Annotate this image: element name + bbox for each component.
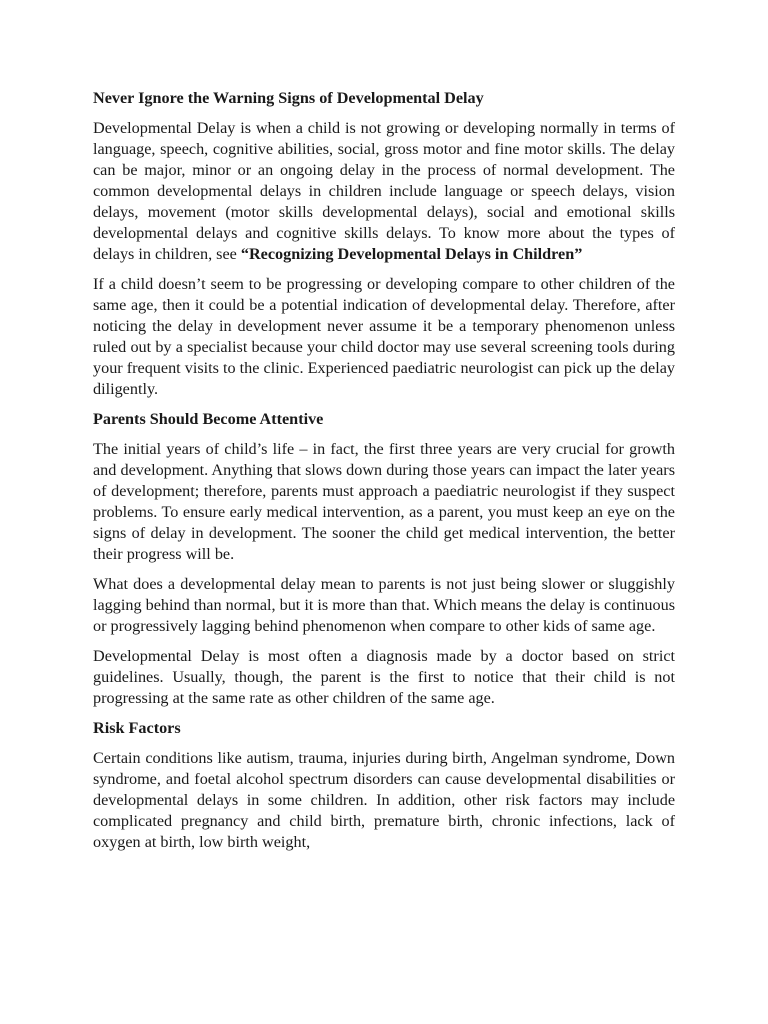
document-page bbox=[93, 88, 675, 862]
intro-paragraph bbox=[93, 118, 675, 265]
diagnosis-paragraph: Developmental Delay is most often a diagnosis made by a doctor based on strict guidelines. Usually, though, the parent is the first to notice that their child is not progressing at the same rate as other children of the same age. bbox=[93, 647, 675, 707]
parents-heading: Parents Should Become Attentive bbox=[93, 410, 324, 428]
progress-paragraph: If a child doesn’t seem to be progressing or developing compare to other children of the same age, then it could be a potential indication of developmental delay. Therefore, after noticing the delay in development never assume it be a temporary phenomenon unless ruled out by a specialist because your child doctor may use several screening tools during your frequent visits to the clinic. Experienced paediatric neurologist can pick up the delay diligently. bbox=[93, 275, 675, 398]
document-title: Never Ignore the Warning Signs of Developmental Delay bbox=[93, 89, 484, 107]
delay-meaning-paragraph: What does a developmental delay mean to parents is not just being slower or sluggishly lagging behind than normal, but it is more than that. Which means the delay is continuous or progressively lagging behind phenomenon when compare to other kids of same age. bbox=[93, 575, 675, 635]
risk-factors-heading: Risk Factors bbox=[93, 719, 181, 737]
risk-factors-paragraph: Certain conditions like autism, trauma, injuries during birth, Angelman syndrome, Down syndrome, and foetal alcohol spectrum disorders can cause developmental disabilities or developmental delays in some children. In addition, other risk factors may include complicated pregnancy and child birth, premature birth, chronic infections, lack of oxygen at birth, low birth weight, bbox=[93, 749, 675, 851]
initial-years-paragraph: The initial years of child’s life – in fact, the first three years are very crucial for growth and development. Anything that slows down during those years can impact the later years of development; therefore, parents must approach a paediatric neurologist if they suspect problems. To ensure early medical intervention, as a parent, you must keep an eye on the signs of delay in development. The sooner the child get medical intervention, the better their progress will be. bbox=[93, 440, 675, 563]
intro-text: Developmental Delay is when a child is not growing or developing normally in terms of language, speech, cognitive abilities, social, gross motor and fine motor skills. The delay can be major, minor or an ongoing delay in the process of normal development. The common developmental delays in children include language or speech delays, vision delays, movement (motor skills developmental delays), social and emotional skills developmental delays and cognitive skills delays. To know more about the types of delays in children, see bbox=[93, 119, 675, 263]
recognizing-delays-link[interactable]: “Recognizing Developmental Delays in Children” bbox=[240, 245, 583, 263]
